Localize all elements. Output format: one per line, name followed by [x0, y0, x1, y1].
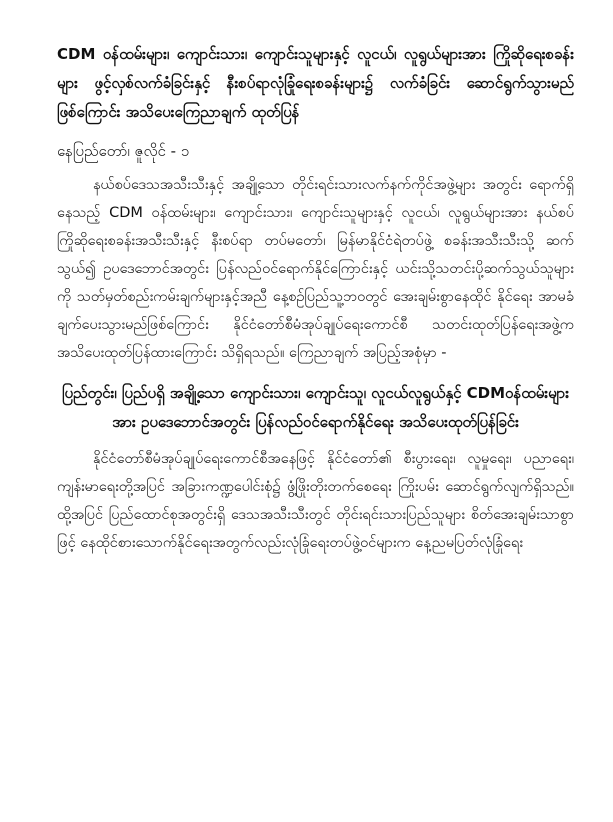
intro-paragraph: နယ်စပ်ဒေသအသီးသီးနှင့် အချို့သော တိုင်းရင်းသားလက်နက်ကိုင်အဖွဲ့များ အတွင်း ရောက်ရှိနေသည့် CDM ဝန်ထမ်းများ၊ ကျောင်းသား၊ ကျောင်းသူများနှင့် လူငယ်၊ လူရွယ်များအား နယ်စပ်ကြိုဆိုရေးစခန်းအသီးသီးနှင့် နီးစပ်ရာ တပ်မတော်၊ မြန်မာနိုင်ငံရဲတပ်ဖွဲ့ စခန်းအသီးသီးသို့ ဆက်သွယ်၍ ဥပဒေဘောင်အတွင်း ပြန်လည်ဝင်ရောက်နိုင်ကြောင်းနှင့် ယင်းသို့သတင်းပို့ဆက်သွယ်သူများကို သတ်မှတ်စည်းကမ်းချက်များနှင့်အညီ နေ့စဉ်ပြည်သူ့ဘဝတွင် အေးချမ်းစွာနေထိုင် နိုင်ရေး အာမခံချက်ပေးသွားမည်ဖြစ်ကြောင်း နိုင်ငံတော်စီမံအုပ်ချုပ်ရေးကောင်စီ သတင်းထုတ်ပြန်ရေးအဖွဲ့က အသိပေးထုတ်ပြန်ထားကြောင်း သိရှိရသည်။ ကြေညာချက် အပြည့်အစုံမှာ -	[57, 177, 574, 361]
body-paragraph: နိုင်ငံတော်စီမံအုပ်ချုပ်ရေးကောင်စီအနေဖြင့် နိုင်ငံတော်၏ စီးပွားရေး၊ လူမှုရေး၊ ပညာရေး၊ ကျန်းမာရေးတို့အပြင် အခြားကဏ္ဍပေါင်းစုံ၌ ဖွံ့ဖြိုးတိုးတက်စေရေး ကြိုးပမ်း ဆောင်ရွက်လျက်ရှိသည်။ ထို့အပြင် ပြည်ထောင်စုအတွင်းရှိ ဒေသအသီးသီးတွင် တိုင်းရင်းသားပြည်သူများ စိတ်အေးချမ်းသာစွာဖြင့် နေထိုင်စားသောက်နိုင်ရေးအတွက်လည်းလုံခြုံရေးတပ်ဖွဲ့ဝင်များက နေ့ညမပြတ်လုံခြုံရေး	[57, 451, 574, 551]
section-subheading: ပြည်တွင်း၊ ပြည်ပရှိ အချို့သော ကျောင်းသား၊ ကျောင်းသူ၊ လူငယ်လူရွယ်နှင့် CDMဝန်ထမ်းများအား ဥပဒေဘောင်အတွင်း ပြန်လည်ဝင်ရောက်နိုင်ရေး အသိပေးထုတ်ပြန်ခြင်း	[61, 384, 570, 431]
document-page	[57, 40, 574, 557]
dateline: နေပြည်တော်၊ ဇူလိုင် - ၁	[57, 142, 190, 160]
document-title: CDM ဝန်ထမ်းများ၊ ကျောင်းသား၊ ကျောင်းသူများနှင့် လူငယ်၊ လူရွယ်များအား ကြိုဆိုရေးစခန်းများ ဖွင့်လှစ်လက်ခံခြင်းနှင့် နီးစပ်ရာလုံခြုံရေးစခန်းများ၌ လက်ခံခြင်း ဆောင်ရွက်သွားမည်ဖြစ်ကြောင်း အသိပေးကြေညာချက် ထုတ်ပြန်	[57, 45, 574, 121]
